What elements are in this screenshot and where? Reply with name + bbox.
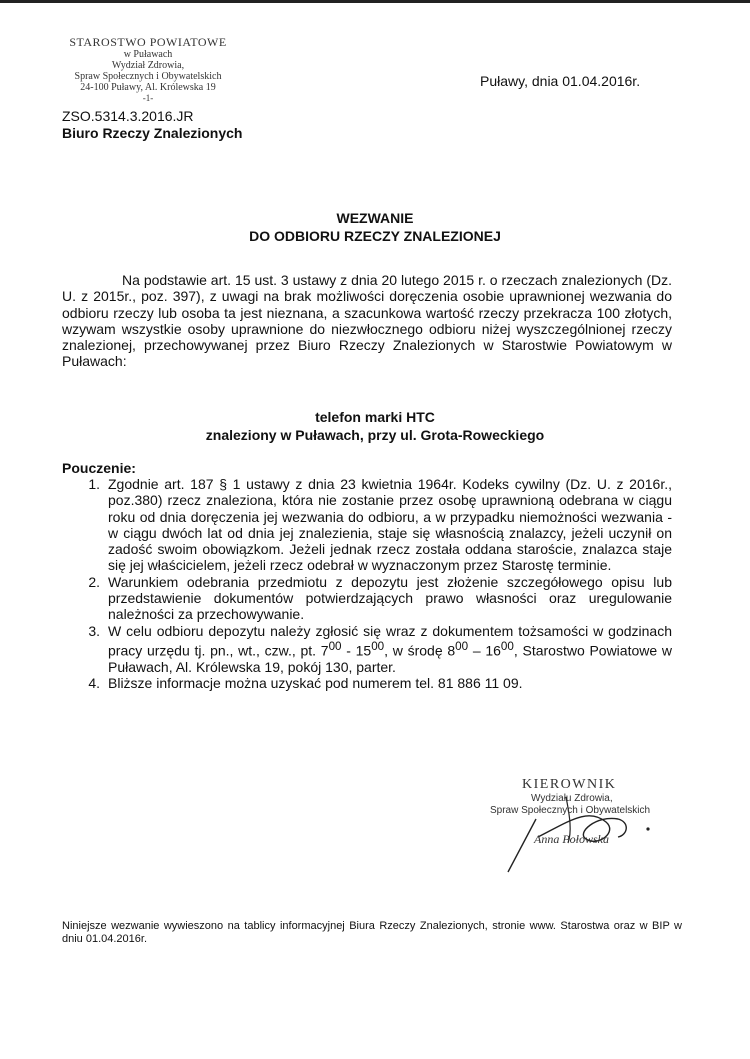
stamp-line: 24-100 Puławy, Al. Królewska 19 bbox=[80, 82, 216, 93]
found-item-location: znaleziony w Puławach, przy ul. Grota-Roweckiego bbox=[205, 427, 545, 443]
scan-top-edge bbox=[0, 0, 750, 3]
list-item bbox=[62, 574, 672, 623]
stamp-number: -1- bbox=[142, 93, 154, 103]
list-item bbox=[62, 675, 672, 691]
instructions-label: Pouczenie: bbox=[62, 460, 136, 476]
superscript: 00 bbox=[371, 639, 385, 653]
list-item bbox=[62, 623, 672, 676]
list-text bbox=[108, 623, 672, 676]
found-item-name: telefon marki HTC bbox=[315, 409, 435, 425]
signature-stamp bbox=[478, 777, 678, 877]
text-segment: W celu odbioru depozytu należy zgłosić się wraz z dokumentem tożsamości w godzinach pracy urzędu tj. pn., wt., czw., pt. 7 bbox=[108, 622, 672, 659]
heading-line: WEZWANIE bbox=[336, 210, 414, 226]
signature-line: Spraw Społecznych i Obywatelskich bbox=[490, 805, 651, 816]
list-item bbox=[62, 476, 672, 574]
document-heading bbox=[0, 209, 750, 245]
heading-line: DO ODBIORU RZECZY ZNALEZIONEJ bbox=[249, 228, 501, 244]
instructions-list bbox=[62, 476, 672, 692]
superscript: 00 bbox=[455, 639, 469, 653]
list-number: 4. bbox=[88, 675, 100, 692]
office-stamp bbox=[58, 36, 238, 104]
superscript: 00 bbox=[328, 639, 342, 653]
place-and-date: Puławy, dnia 01.04.2016r. bbox=[480, 73, 641, 89]
list-number: 1. bbox=[88, 476, 100, 492]
signature-title: KIEROWNIK bbox=[522, 777, 617, 792]
list-number: 3. bbox=[88, 622, 100, 639]
stamp-title: STAROSTWO POWIATOWE bbox=[69, 35, 227, 49]
stamp-line: Spraw Społecznych i Obywatelskich bbox=[74, 71, 222, 82]
list-text: Zgodnie art. 187 § 1 ustawy z dnia 23 kwietnia 1964r. Kodeks cywilny (Dz. U. z 2016r., poz.380) rzecz znaleziona, która nie zostanie przez osobę uprawnioną odebrana w ciągu roku od dnia doręczenia jej wezwania do odbioru, a w przypadku niemożności wezwania - w ciągu dwóch lat od dnia jej znalezienia, staje się własnością znalazcy, jeżeli uczynił on zadość swoim obowiązkom. Jeżeli jednak rzecz została oddana staroście, znalazca staje się jej właścicielem, jeżeli rzecz odebrał w wyznaczonym przez Starostę terminie. bbox=[108, 476, 672, 574]
reference-number: ZSO.5314.3.2016.JR bbox=[62, 108, 194, 124]
signature-line: Wydziału Zdrowia, bbox=[531, 793, 613, 804]
intro-paragraph: Na podstawie art. 15 ust. 3 ustawy z dnia 20 lutego 2015 r. o rzeczach znalezionych (Dz. U. z 2015r., poz. 397), z uwagi na brak możliwości doręczenia osobie uprawnionej wezwania do odbioru rzeczy lub osoba ta jest nieznana, a szacunkowa wartość rzeczy przekracza 100 złotych, wzywam wszystkie osoby uprawnione do niezwłocznego odbioru niżej wyszczególnionej rzeczy znalezionej, przechowywanej przez Biuro Rzeczy Znalezionych w Starostwie Powiatowym w Puławach: bbox=[62, 272, 672, 370]
stamp-line: Wydział Zdrowia, bbox=[111, 60, 185, 71]
superscript: 00 bbox=[500, 639, 514, 653]
office-name: Biuro Rzeczy Znalezionych bbox=[62, 125, 243, 141]
text-segment: , w środę 8 bbox=[384, 642, 456, 659]
found-item bbox=[0, 408, 750, 444]
text-segment: - 15 bbox=[341, 642, 372, 659]
footer-note: Niniejsze wezwanie wywieszono na tablicy informacyjnej Biura Rzeczy Znalezionych, stronie www. Starostwa oraz w BIP w dniu 01.04.2016r. bbox=[62, 920, 682, 945]
text-segment: – 16 bbox=[468, 642, 501, 659]
list-text: Bliższe informacje można uzyskać pod numerem tel. 81 886 11 09. bbox=[108, 675, 523, 692]
text-segment: , Starostwo Powiatowe w Puławach, Al. Królewska 19, pokój 130, parter. bbox=[108, 642, 672, 675]
signature-name: Anna Połowska bbox=[534, 832, 609, 846]
stamp-line: w Puławach bbox=[123, 49, 173, 60]
list-number: 2. bbox=[88, 573, 100, 590]
list-text: Warunkiem odebrania przedmiotu z depozytu jest złożenie szczegółowego opisu lub przedstawienie dokumentów potwierdzających prawo własności oraz uregulowanie należności za przechowywanie. bbox=[108, 573, 672, 623]
